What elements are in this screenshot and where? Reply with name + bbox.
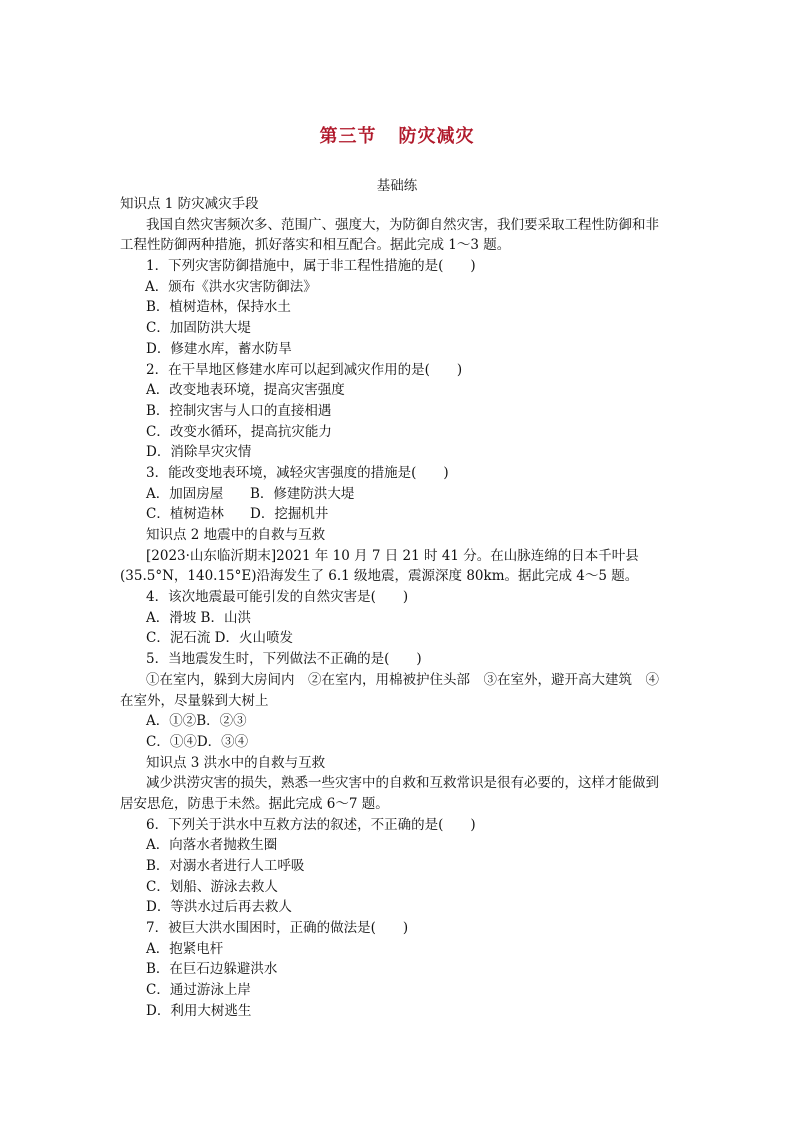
- question-7-option-d: D．利用大树逃生: [146, 1002, 252, 1019]
- question-1-option-a: A．颁布《洪水灾害防御法》: [145, 278, 317, 295]
- knowledge-point-1: [120, 194, 654, 215]
- question-5-statements-line-2: 在室外，尽量躲到大树上: [120, 692, 269, 709]
- question-3-option-a: A．加固房屋: [146, 485, 224, 502]
- page-title: [0, 122, 794, 148]
- question-2-option-b: B．控制灾害与人口的直接相遇: [146, 402, 332, 419]
- question-1-option-c: C．加固防洪大堤: [146, 320, 251, 337]
- question-1-stem: 1．下列灾害防御措施中，属于非工程性措施的是( ): [146, 258, 476, 275]
- question-6-option-b: B．对溺水者进行人工呼吸: [146, 858, 305, 874]
- intro-2-line-2: (35.5°N，140.15°E)沿海发生了 6.1 级地震，震源深度 80km。据此完成 4～5 题。: [120, 568, 639, 585]
- question-5-options-ab: A．①②B．②③: [146, 713, 247, 730]
- question-3-option-b: B．修建防洪大堤: [250, 485, 355, 502]
- document-body: [120, 194, 659, 1022]
- question-1-option-d: D．修建水库，蓄水防旱: [146, 340, 292, 357]
- question-2-option-a: A．改变地表环境，提高灾害强度: [146, 382, 345, 399]
- intro-1-line-1: 我国自然灾害频次多、范围广、强度大，为防御自然灾害，我们要采取工程性防御和非: [146, 216, 659, 233]
- intro-2-line-1: [2023·山东临沂期末]2021 年 10 月 7 日 21 时 41 分。在山脉连绵的日本千叶县: [146, 547, 639, 564]
- question-3-option-c: C．植树造林: [146, 506, 224, 523]
- question-6-option-d: D．等洪水过后再去救人: [146, 899, 292, 916]
- section-number: 第三节: [319, 126, 377, 147]
- question-7-option-a: A．抱紧电杆: [146, 940, 224, 957]
- question-3-options-ab: [146, 484, 654, 505]
- question-4-options-ab: A．滑坡 B．山洪: [146, 609, 251, 626]
- question-1-option-b: B．植树造林，保持水土: [146, 299, 291, 316]
- exercise-heading: 基础练: [376, 178, 418, 194]
- question-3-stem: 3．能改变地表环境，减轻灾害强度的措施是( ): [146, 464, 449, 481]
- question-7-option-b: B．在巨石边躲避洪水: [146, 961, 278, 978]
- intro-1-line-2: 工程性防御两种措施，抓好落实和相互配合。据此完成 1～3 题。: [120, 237, 511, 254]
- question-6-option-c: C．划船、游泳去救人: [146, 878, 278, 895]
- question-6-stem: 6．下列关于洪水中互救方法的叙述，不正确的是( ): [146, 816, 476, 833]
- question-4-options-cd: C．泥石流 D．火山喷发: [146, 630, 293, 647]
- question-2-stem: 2．在干旱地区修建水库可以起到减灾作用的是( ): [146, 361, 463, 378]
- question-6-option-a: A．向落水者抛救生圈: [146, 837, 278, 854]
- question-7-stem: 7．被巨大洪水围困时，正确的做法是( ): [146, 920, 409, 937]
- question-5-options-cd: C．①④D．③④: [146, 733, 249, 750]
- question-2-option-c: C．改变水循环，提高抗灾能力: [146, 423, 332, 440]
- question-5-statements-line-1: ①在室内，躲到大房间内 ②在室内，用棉被护住头部 ③在室外，避开高大建筑 ④: [146, 671, 659, 688]
- knowledge-point-3: 知识点 3 洪水中的自救与互救: [146, 754, 326, 771]
- question-4-stem: 4．该次地震最可能引发的自然灾害是( ): [146, 589, 409, 606]
- knowledge-point-label: 知识点 1 防灾减灾手段: [120, 196, 259, 212]
- intro-3-line-2: 居安思危，防患于未然。据此完成 6～7 题。: [120, 795, 389, 812]
- intro-3-line-1: 减少洪涝灾害的损失，熟悉一些灾害中的自救和互救常识是很有必要的，这样才能做到: [146, 775, 659, 792]
- question-7-option-c: C．通过游泳上岸: [146, 982, 251, 999]
- question-5-stem: 5．当地震发生时，下列做法不正确的是( ): [146, 651, 422, 668]
- question-3-option-d: D．挖掘机井: [250, 506, 329, 523]
- question-3-options-cd: [146, 504, 654, 525]
- section-title: 防灾减灾: [398, 126, 475, 147]
- knowledge-point-2: 知识点 2 地震中的自救与互救: [146, 527, 326, 543]
- question-2-option-d: D．消除旱灾灾情: [146, 444, 252, 461]
